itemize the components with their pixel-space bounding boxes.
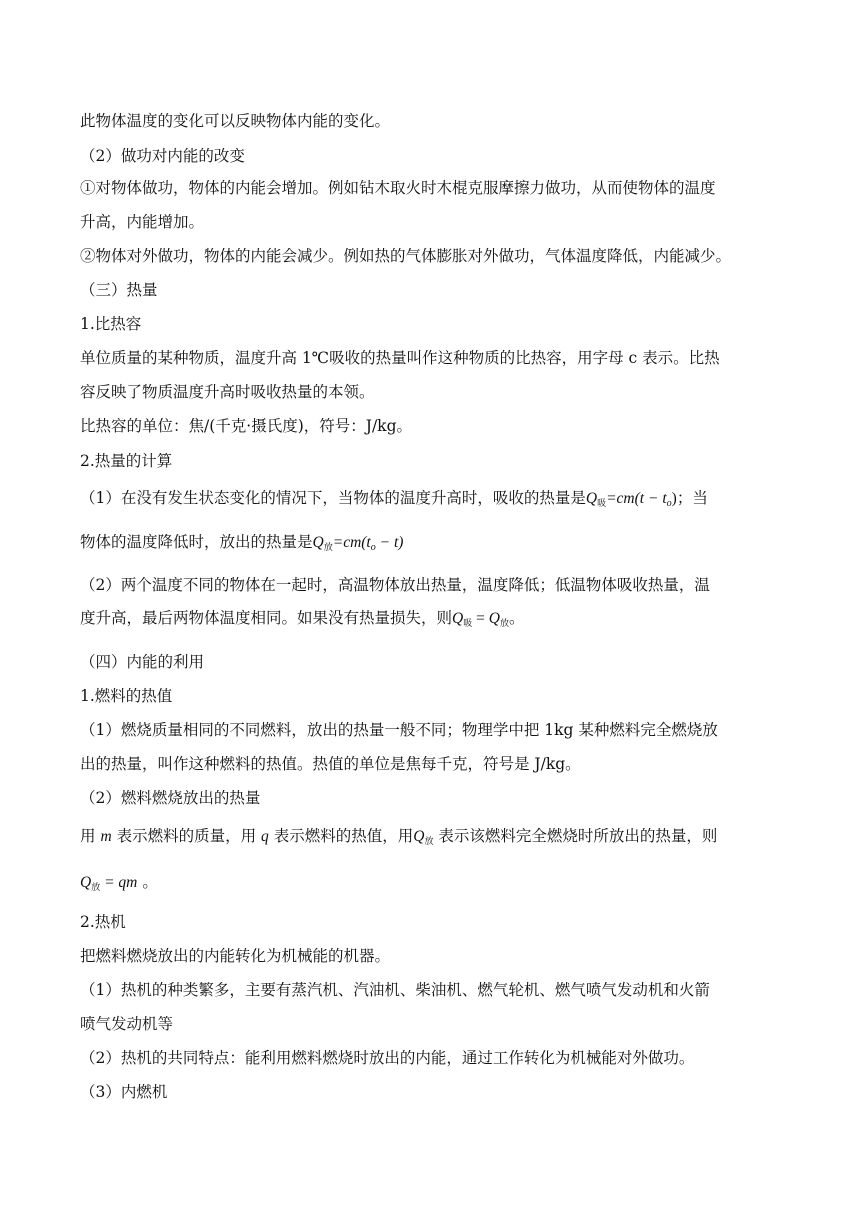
- text-fragment: 表示燃料的质量，用: [116, 827, 257, 845]
- symbol-m: m: [100, 828, 112, 845]
- subsection-heading: （2）做功对内能的改变: [80, 147, 245, 165]
- text-line: 出的热量，叫作这种燃料的热值。热值的单位是焦每千克，符号是 J/kg。: [80, 755, 581, 773]
- text-line: 把燃料燃烧放出的内能转化为机械能的机器。: [80, 947, 391, 965]
- formula-line: [80, 872, 158, 897]
- text-fragment: 表示该燃料完全燃烧时所放出的热量，则: [438, 827, 718, 845]
- text-line: 单位质量的某种物质，温度升高 1℃吸收的热量叫作这种物质的比热容，用字母 c 表示。比热: [80, 349, 720, 367]
- text-line: 容反映了物质温度升高时吸收热量的本领。: [80, 383, 375, 401]
- subsection-heading: 2.热量的计算: [80, 452, 173, 470]
- text-line: 喷气发动机等: [80, 1015, 174, 1033]
- formula-heat-balance: $Q_吸 = Q_放$: [452, 610, 509, 628]
- subsection-heading: （2）燃料燃烧放出的热量: [80, 789, 261, 807]
- subsection-heading: 1.燃料的热值: [80, 687, 173, 705]
- section-heading: （四）内能的利用: [80, 653, 205, 671]
- formula-q-release: $Q_放=cm(to - t)$: [312, 534, 404, 553]
- text-line: ①对物体做功，物体的内能会增加。例如钻木取火时木棍克服摩擦力做功，从而使物体的温度: [80, 179, 716, 197]
- formula-q-absorb: $Q_吸=cm(t - to)$: [585, 490, 677, 509]
- text-fragment: ；当: [676, 489, 708, 507]
- text-line: （1）热机的种类繁多，主要有蒸汽机、汽油机、柴油机、燃气轮机、燃气喷气发动机和火箭: [80, 981, 710, 999]
- text-line: （2）两个温度不同的物体在一起时，高温物体放出热量，温度降低；低温物体吸收热量，温: [80, 576, 710, 594]
- symbol-q: q: [261, 828, 269, 845]
- symbol-q-release: $Q_放$: [413, 828, 434, 846]
- section-heading: （三）热量: [80, 281, 158, 299]
- text-line: 比热容的单位：焦/(千克·摄氏度)，符号：J/kg。: [80, 417, 412, 435]
- subsection-heading: 2.热机: [80, 913, 126, 931]
- formula-line: [80, 532, 403, 558]
- text-line: （1）燃烧质量相同的不同燃料，放出的热量一般不同；物理学中把 1kg 某种燃料完全燃烧放: [80, 721, 718, 739]
- text-line: （2）热机的共同特点：能利用燃料燃烧时放出的内能，通过工作转化为机械能对外做功。: [80, 1049, 695, 1067]
- text-fragment: 表示燃料的热值，用: [273, 827, 414, 845]
- text-line: 升高，内能增加。: [80, 213, 205, 231]
- formula-line: [80, 488, 708, 514]
- formula-line: [80, 826, 717, 851]
- text-line: ②物体对外做功，物体的内能会减少。例如热的气体膨胀对外做功，气体温度降低，内能减少。: [80, 247, 732, 265]
- formula-line: [80, 608, 524, 633]
- text-fragment: 。: [142, 873, 158, 891]
- text-fragment: 用: [80, 827, 96, 845]
- subsection-heading: 1.比热容: [80, 315, 142, 333]
- formula-q-qm: $Q_放$ = qm: [80, 874, 138, 892]
- subsection-heading: （3）内燃机: [80, 1083, 168, 1101]
- text-line: 此物体温度的变化可以反映物体内能的变化。: [80, 112, 391, 130]
- text-fragment: 物体的温度降低时，放出的热量是: [80, 533, 313, 551]
- text-fragment: （1）在没有发生状态变化的情况下，当物体的温度升高时，吸收的热量是: [80, 489, 586, 507]
- text-fragment: 。: [508, 609, 525, 627]
- text-fragment: 度升高，最后两物体温度相同。如果没有热量损失，则: [80, 609, 453, 627]
